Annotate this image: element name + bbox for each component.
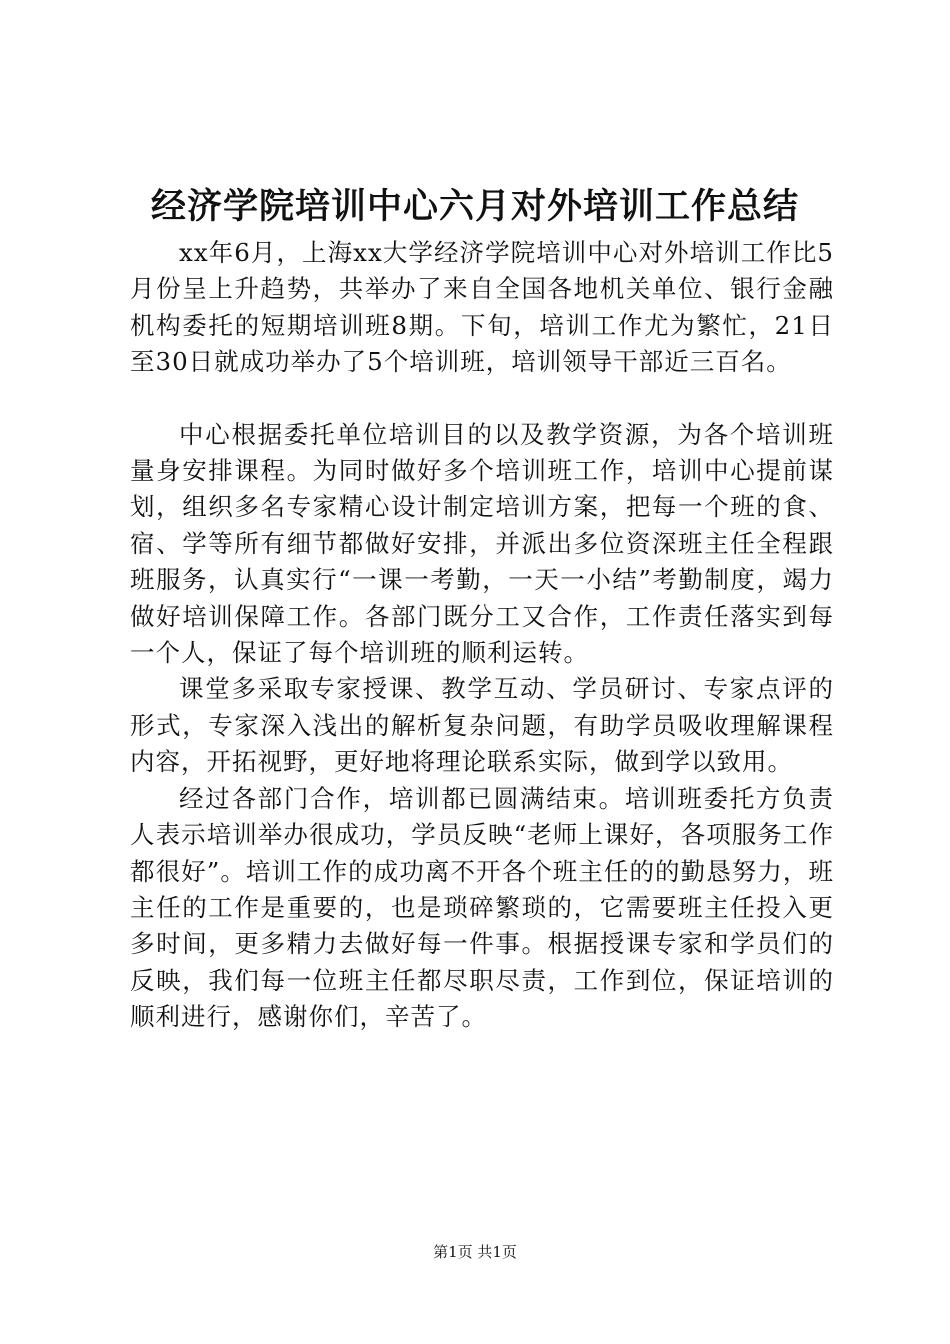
page-footer: 第1页 共1页 (433, 1243, 517, 1261)
document-body (130, 235, 834, 1036)
paragraph-1: xx年6月，上海xx大学经济学院培训中心对外培训工作比5月份呈上升趋势，共举办了来自全国各地机关单位、银行金融机构委托的短期培训班8期。下旬，培训工作尤为繁忙，21日至30日就成功举办了5个培训班，培训领导干部近三百名。 (130, 238, 834, 377)
paragraph-3: 课堂多采取专家授课、教学互动、学员研讨、专家点评的形式，专家深入浅出的解析复杂问题，有助学员吸收理解课程内容，开拓视野，更好地将理论联系实际，做到学以致用。 (130, 674, 834, 777)
paragraph-4: 经过各部门合作，培训都已圆满结束。培训班委托方负责人表示培训举办很成功，学员反映“老师上课好，各项服务工作都很好”。培训工作的成功离不开各个班主任的的勤恳努力，班主任的工作是重要的，也是琐碎繁琐的，它需要班主任投入更多时间，更多精力去做好每一件事。根据授课专家和学员们的反映，我们每一位班主任都尽职尽责，工作到位，保证培训的顺利进行，感谢你们，辛苦了。 (130, 783, 834, 1032)
document-title: 经济学院培训中心六月对外培训工作总结 (150, 187, 799, 227)
paragraph-2: 中心根据委托单位培训目的以及教学资源，为各个培训班量身安排课程。为同时做好多个培训班工作，培训中心提前谋划，组织多名专家精心设计制定培训方案，把每一个班的食、宿、学等所有细节都做好安排，并派出多位资深班主任全程跟班服务，认真实行“一课一考勤，一天一小结”考勤制度，竭力做好培训保障工作。各部门既分工又合作，工作责任落实到每一个人，保证了每个培训班的顺利运转。 (130, 419, 834, 668)
